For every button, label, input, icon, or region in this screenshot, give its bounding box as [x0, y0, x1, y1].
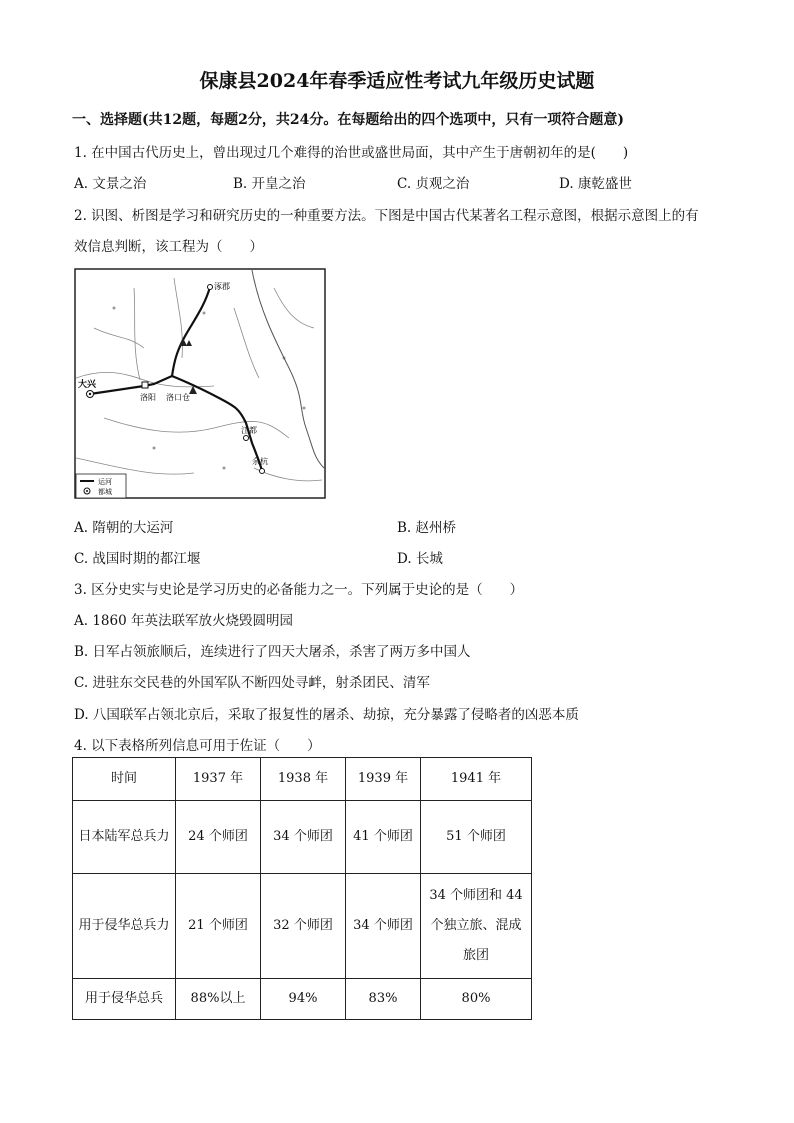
label-zhuojun: 涿郡 [214, 282, 230, 291]
table-header-cell: 1941 年 [421, 758, 532, 801]
question-3-option-b: B. 日军占领旅顺后，连续进行了四天大屠杀，杀害了两万多中国人 [74, 644, 471, 660]
table-cell: 日本陆军总兵力 [73, 801, 176, 874]
table-cell: 80% [421, 979, 532, 1020]
question-3-stem: 3. 区分史实与史论是学习历史的必备能力之一。下列属于史论的是（ ） [74, 582, 524, 598]
table-header-cell: 时间 [73, 758, 176, 801]
table-header-row [73, 758, 532, 801]
question-1-option-a: A. 文景之治 [74, 176, 147, 192]
table-cell: 21 个师团 [176, 874, 261, 979]
city-marker-jiangdu [244, 436, 249, 441]
question-2-option-b: B. 赵州桥 [397, 520, 457, 536]
table-header-cell: 1939 年 [346, 758, 421, 801]
question-2-option-a: A. 隋朝的大运河 [74, 520, 174, 536]
table-header-cell: 1938 年 [261, 758, 346, 801]
question-2-stem-line2: 效信息判断，该工程为（ ） [74, 239, 263, 255]
label-yuhang: 余杭 [252, 457, 268, 466]
label-jiangdu: 江都 [241, 426, 257, 435]
canal-map [74, 268, 326, 499]
table-cell: 34 个师团和 44 个独立旅、混成旅团 [421, 874, 532, 979]
question-1-option-d: D. 康乾盛世 [559, 176, 632, 192]
table-row [73, 801, 532, 874]
table-cell: 83% [346, 979, 421, 1020]
question-3-option-d: D. 八国联军占领北京后，采取了报复性的屠杀、劫掠，充分暴露了侵略者的凶恶本质 [74, 707, 579, 723]
question-4-stem: 4. 以下表格所列信息可用于佐证（ ） [74, 738, 321, 754]
table-cell: 88%以上 [176, 979, 261, 1020]
map-frame [75, 269, 325, 498]
table-row [73, 979, 532, 1020]
section-heading: 一、选择题(共12题，每题2分，共24分。在每题给出的四个选项中，只有一项符合题意) [72, 112, 624, 128]
question-2-option-d: D. 长城 [397, 551, 443, 567]
table-cell: 24 个师团 [176, 801, 261, 874]
troop-table [72, 757, 532, 1020]
table-cell: 用于侵华总兵 [73, 979, 176, 1020]
question-3-option-a: A. 1860 年英法联军放火烧毁圆明园 [74, 613, 293, 629]
city-marker-luoyang [142, 382, 148, 388]
city-marker-yuhang [260, 469, 265, 474]
label-luokoucang: 洛口仓 [166, 393, 190, 402]
city-marker-zhuojun [208, 285, 213, 290]
table-row [73, 874, 532, 979]
table-header-cell: 1937 年 [176, 758, 261, 801]
table-cell: 用于侵华总兵力 [73, 874, 176, 979]
question-2-stem-line1: 2. 识图、析图是学习和研究历史的一种重要方法。下图是中国古代某著名工程示意图，根据示意图上的有 [74, 208, 699, 224]
table-cell: 32 个师团 [261, 874, 346, 979]
legend-canal-label: 运河 [98, 478, 112, 486]
label-luoyang: 洛阳 [140, 393, 156, 402]
question-3-option-c: C. 进驻东交民巷的外国军队不断四处寻衅，射杀团民、清军 [74, 675, 430, 691]
table-cell: 34 个师团 [346, 874, 421, 979]
table-cell: 41 个师团 [346, 801, 421, 874]
legend-capital-label: 都城 [98, 488, 112, 496]
question-1-option-c: C. 贞观之治 [397, 176, 470, 192]
table-cell: 51 个师团 [421, 801, 532, 874]
exam-title: 保康县2024年春季适应性考试九年级历史试题 [199, 70, 595, 92]
table-cell: 94% [261, 979, 346, 1020]
question-1-stem: 1. 在中国古代历史上，曾出现过几个难得的治世或盛世局面，其中产生于唐朝初年的是( ) [74, 145, 629, 161]
label-daxing: 大兴 [78, 380, 97, 390]
map-legend [76, 474, 126, 498]
table-cell: 34 个师团 [261, 801, 346, 874]
question-1-option-b: B. 开皇之治 [233, 176, 306, 192]
question-2-option-c: C. 战国时期的都江堰 [74, 551, 201, 567]
